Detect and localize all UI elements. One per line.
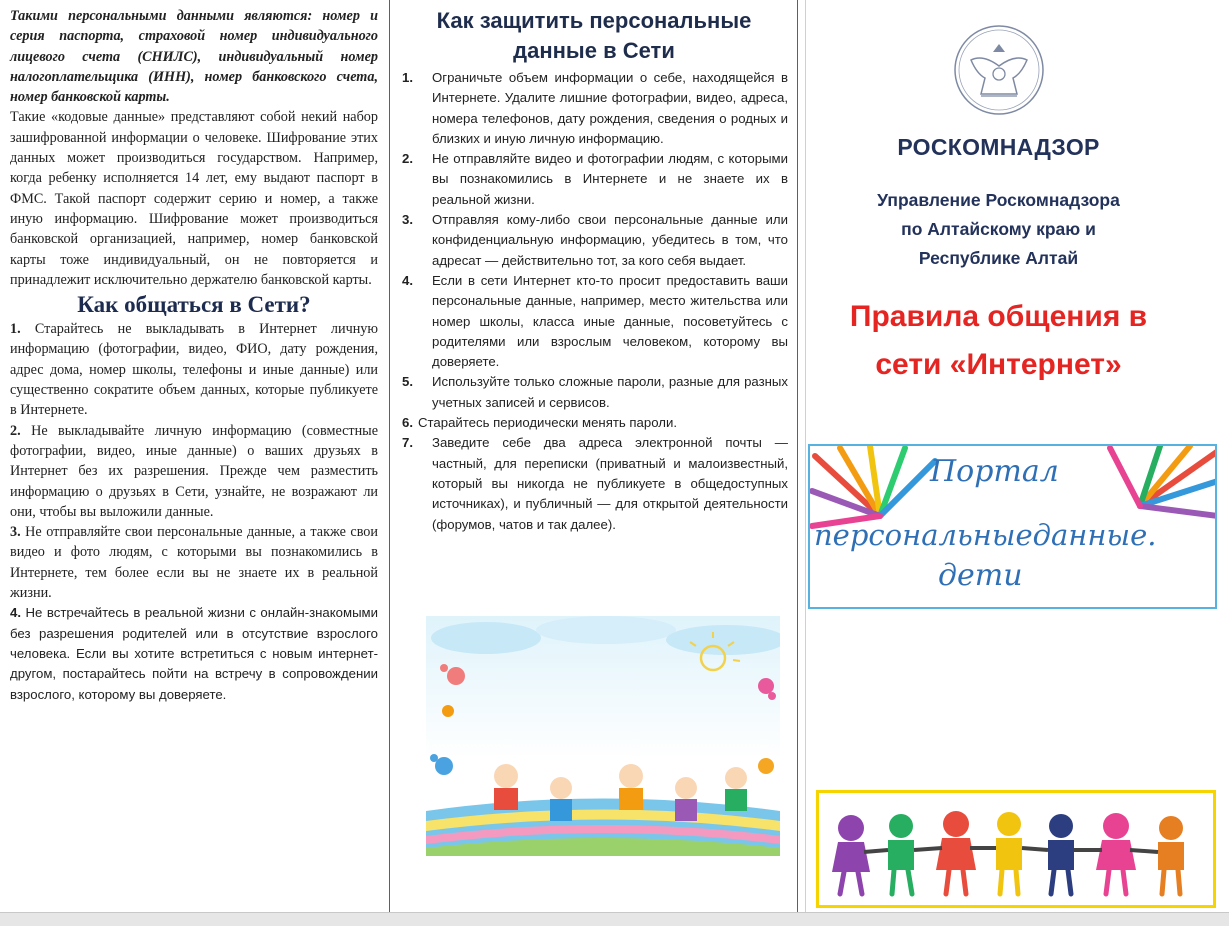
column-divider bbox=[797, 0, 798, 912]
portal-banner bbox=[808, 444, 1217, 609]
portal-zone: дети bbox=[938, 558, 1023, 593]
document-bottom-bar bbox=[0, 912, 1229, 926]
list-item: 5. Используйте только сложные пароли, разные для разных учетных записей и сервисов. bbox=[402, 374, 788, 410]
list-item: 2. Не выкладывайте личную информацию (совместные фотографии, видео, иные данные) о ваших друзьях в Интернет без их разрешения. Прежде чем разместить информацию о друзьях в Сети, узнайте, не возражают ли они, чтобы вы выложили данные. bbox=[10, 422, 379, 520]
list-item: 3. Отправляя кому-либо свои персональные данные или конфиденциальную информацию, убедитесь в том, что адресат — действительно тот, за кого себя выдает. bbox=[402, 212, 788, 268]
column-middle bbox=[400, 0, 788, 535]
list-item: 6. Старайтесь периодически менять пароли. bbox=[402, 415, 677, 431]
protect-data-list bbox=[400, 68, 788, 535]
department-name: Управление Роскомнадзора по Алтайскому краю и Республике Алтай bbox=[877, 190, 1120, 268]
portal-domain: персональныеданные. bbox=[814, 518, 1157, 552]
list-item: 1. Ограничьте объем информации о себе, находящейся в Интернете. Удалите лишние фотографии, видео, адреса, номера телефонов, дату рождения, сведения о родных и близких и иную личную информацию. bbox=[402, 70, 788, 146]
heading-how-to-communicate: Как общаться в Сети? bbox=[77, 292, 311, 318]
list-item: 7. Заведите себе два адреса электронной почты — частный, для переписки (приватный и малоизвестный, который вы никогда не публикуете в общедоступных источниках), и публичный — для открытой деятельности (форумов, чатов и так далее). bbox=[402, 435, 788, 532]
children-drawing-image bbox=[426, 616, 780, 856]
list-item: 4. Не встречайтесь в реальной жизни с онлайн-знакомыми без разрешения родителей или в отсутствие взрослого человека. Если вы хотите встретиться с новым интернет-другом, постарайтесь пойти на встречу в сопровождении взрослого, которому вы доверяете. bbox=[10, 605, 378, 702]
list-item: 3. Не отправляйте свои персональные данные, а также свои видео и фото людям, с которыми вы познакомились в Интернете, тем более если вы не знаете их в реальной жизни. bbox=[10, 524, 378, 602]
children-silhouettes-icon bbox=[816, 790, 1216, 908]
organization-name: РОСКОМНАДЗОР bbox=[897, 134, 1100, 160]
list-item: 2. Не отправляйте видео и фотографии людям, с которыми вы познакомились в Интернете и не знаете их в реальной жизни. bbox=[402, 151, 788, 207]
coded-data-paragraph: Такие «кодовые данные» представляют собой некий набор зашифрованной информации о человеке. Шифрование этих данных может производиться государством. Например, когда ребенку исполняется 14 лет, ему выдают паспорт в ФМС. Такой паспорт содержит серию и номер, а также иную информацию. Шифрование может производиться банковской организацией, например, номер банковской карты тоже индивидуальный, он не повторяется и принадлежит исключительно держателю банковской карты. bbox=[10, 109, 378, 288]
brochure-title: Правила общения в сети «Интернет» bbox=[849, 300, 1148, 381]
personal-data-definition: Такими персональными данными являются: номер и серия паспорта, страховой номер индивидуального лицевого счета (СНИЛС), индивидуальный номер налогоплательщика (ИНН), номер банковского счета, номер банковской карты. bbox=[10, 8, 378, 106]
portal-word: Портал bbox=[930, 454, 1059, 489]
column-right bbox=[808, 0, 1229, 912]
heading-protect-data: Как защитить персональные данные в Сети bbox=[436, 8, 752, 63]
column-left bbox=[10, 0, 378, 705]
list-item: 4. Если в сети Интернет кто-то просит предоставить ваши персональные данные, например, место жительства или номер школы, класса иные данные, посоветуйтесь с родителями или взрослым человеком, которому вы доверяете. bbox=[402, 272, 788, 370]
list-item: 1. Старайтесь не выкладывать в Интернет личную информацию (фотографии, видео, ФИО, дату рождения, адрес дома, номер школы, телефоны и иные данные) или существенно сократите объем данных, которые публикуете в Интернете. bbox=[10, 321, 378, 419]
column-divider bbox=[389, 0, 390, 912]
roskomnadzor-emblem-icon bbox=[941, 22, 1057, 118]
column-edge bbox=[805, 0, 806, 912]
